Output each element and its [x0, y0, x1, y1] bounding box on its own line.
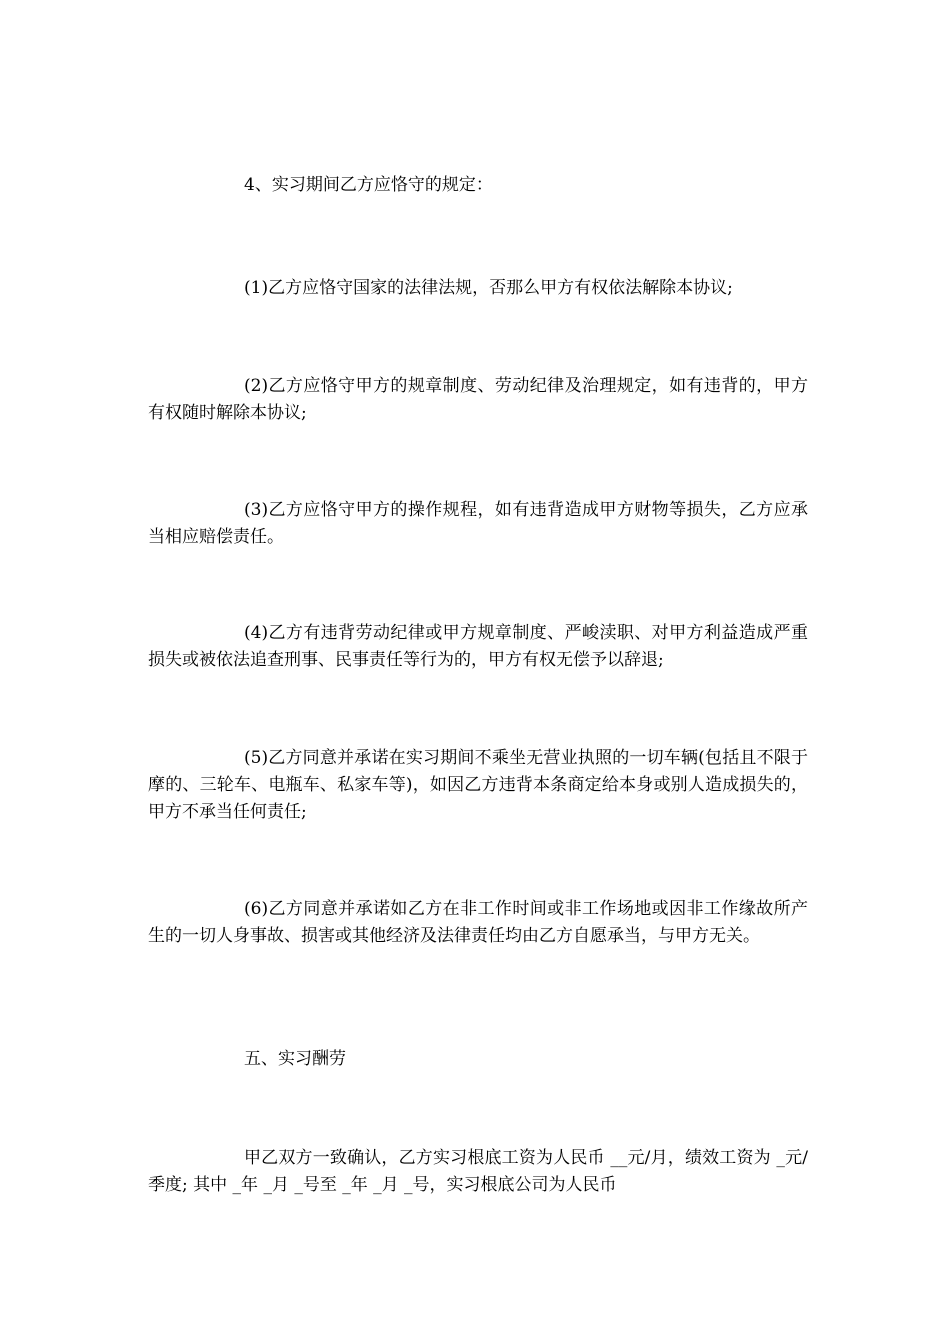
clause-4-item-6: (6)乙方同意并承诺如乙方在非工作时间或非工作场地或因非工作缘故所产生的一切人身事故、损害或其他经济及法律责任均由乙方自愿承当，与甲方无关。	[148, 899, 808, 946]
section-5-paragraph: 甲乙双方一致确认，乙方实习根底工资为人民币 __元/月，绩效工资为 _元/季度; 其中 _年 _月 _号至 _年 _月 _号，实习根底公司为人民币	[148, 1148, 808, 1195]
clause-4-heading: 4、实习期间乙方应恪守的规定：	[244, 175, 493, 195]
clause-4-item-3: (3)乙方应恪守甲方的操作规程，如有违背造成甲方财物等损失，乙方应承当相应赔偿责任。	[148, 500, 808, 547]
clause-4-item-1: (1)乙方应恪守国家的法律法规，否那么甲方有权依法解除本协议;	[244, 278, 733, 298]
clause-4-item-5: (5)乙方同意并承诺在实习期间不乘坐无营业执照的一切车辆(包括且不限于摩的、三轮车、电瓶车、私家车等)，如因乙方违背本条商定给本身或别人造成损失的，甲方不承当任何责任;	[148, 748, 808, 822]
section-5-heading: 五、实习酬劳	[244, 1049, 346, 1069]
clause-4-item-4: (4)乙方有违背劳动纪律或甲方规章制度、严峻渎职、对甲方利益造成严重损失或被依法追查刑事、民事责任等行为的，甲方有权无偿予以辞退;	[148, 623, 808, 670]
clause-4-item-2: (2)乙方应恪守甲方的规章制度、劳动纪律及治理规定，如有违背的，甲方有权随时解除本协议;	[148, 376, 808, 423]
